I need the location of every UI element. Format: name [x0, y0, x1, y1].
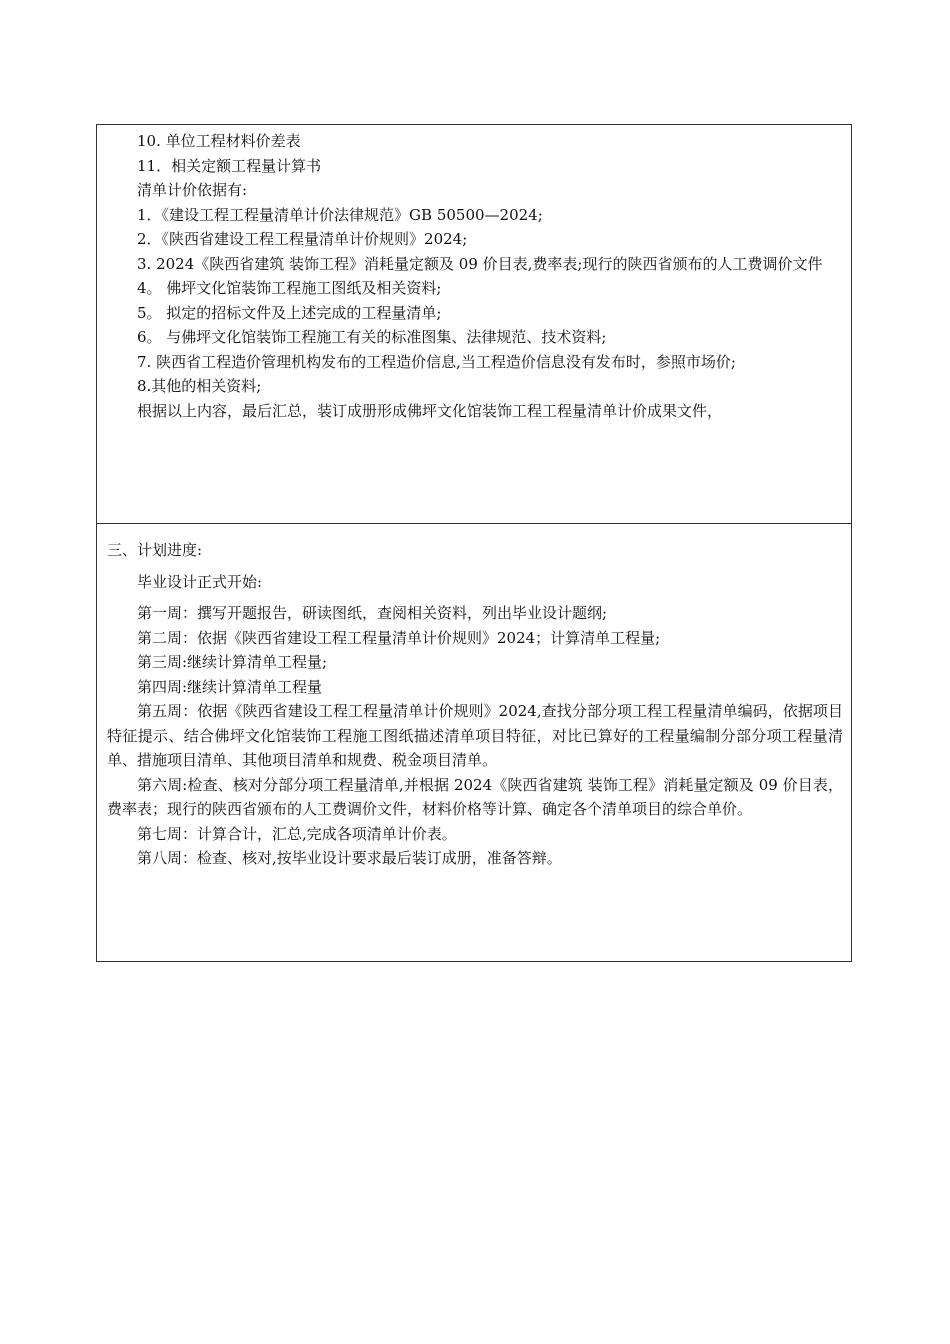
- schedule-intro: 毕业设计正式开始:: [137, 572, 263, 591]
- form-table: [96, 124, 852, 962]
- week-item: 第一周：撰写开题报告，研读图纸，查阅相关资料，列出毕业设计题纲;: [137, 604, 608, 622]
- basis-line: 6。 与佛坪文化馆装饰工程施工有关的标准图集、法律规范、技术资料;: [137, 328, 607, 346]
- basis-line: 4。 佛坪文化馆装饰工程施工图纸及相关资料;: [137, 279, 442, 297]
- basis-line: 根据以上内容，最后汇总，装订成册形成佛坪文化馆装饰工程工程量清单计价成果文件，: [137, 401, 723, 420]
- basis-line: 8.其他的相关资料;: [137, 377, 262, 395]
- week-item: 第七周：计算合计，汇总,完成各项清单计价表。: [137, 824, 457, 843]
- basis-cell: [97, 125, 851, 524]
- week-item: 第五周：依据《陕西省建设工程工程量清单计价规则》2024,查找分部分项工程工程量清单编码，依据项目特征提示、结合佛坪文化馆装饰工程施工图纸描述清单项目特征，对比已算好的工程量编制分部分项工程量清单、措施项目清单、其他项目清单和规费、税金项目清单。: [107, 702, 843, 769]
- basis-line: 3. 2024《陕西省建筑 装饰工程》消耗量定额及 09 价目表,费率表;现行的陕西省颁布的人工费调价文件: [137, 254, 823, 273]
- basis-line: 7. 陕西省工程造价管理机构发布的工程造价信息,当工程造价信息没有发布时，参照市场价;: [137, 352, 736, 371]
- schedule-cell: [97, 524, 851, 961]
- week-item: 第三周:继续计算清单工程量;: [137, 653, 328, 671]
- basis-line: 5。 拟定的招标文件及上述完成的工程量清单;: [137, 303, 442, 322]
- week-item: 第八周：检查、核对,按毕业设计要求最后装订成册，准备答辩。: [137, 849, 562, 867]
- week-item: 第二周：依据《陕西省建设工程工程量清单计价规则》2024；计算清单工程量;: [137, 628, 661, 647]
- basis-line: 11．相关定额工程量计算书: [137, 156, 322, 175]
- basis-line: 1．《建设工程工程量清单计价法律规范》GB 50500—2024;: [137, 205, 543, 224]
- basis-line: 清单计价依据有:: [137, 181, 248, 199]
- schedule-heading: 三、计划进度:: [107, 541, 203, 559]
- basis-line: 2．《陕西省建设工程工程量清单计价规则》2024;: [137, 230, 468, 248]
- week-item: 第四周:继续计算清单工程量: [137, 677, 323, 696]
- basis-line: 10. 单位工程材料价差表: [137, 132, 301, 150]
- week-item: 第六周:检查、核对分部分项工程量清单,并根据 2024《陕西省建筑 装饰工程》消耗量定额及 09 价目表，费率表；现行的陕西省颁布的人工费调价文件，材料价格等计算、确定各个清单项目的综合单价。: [107, 775, 843, 818]
